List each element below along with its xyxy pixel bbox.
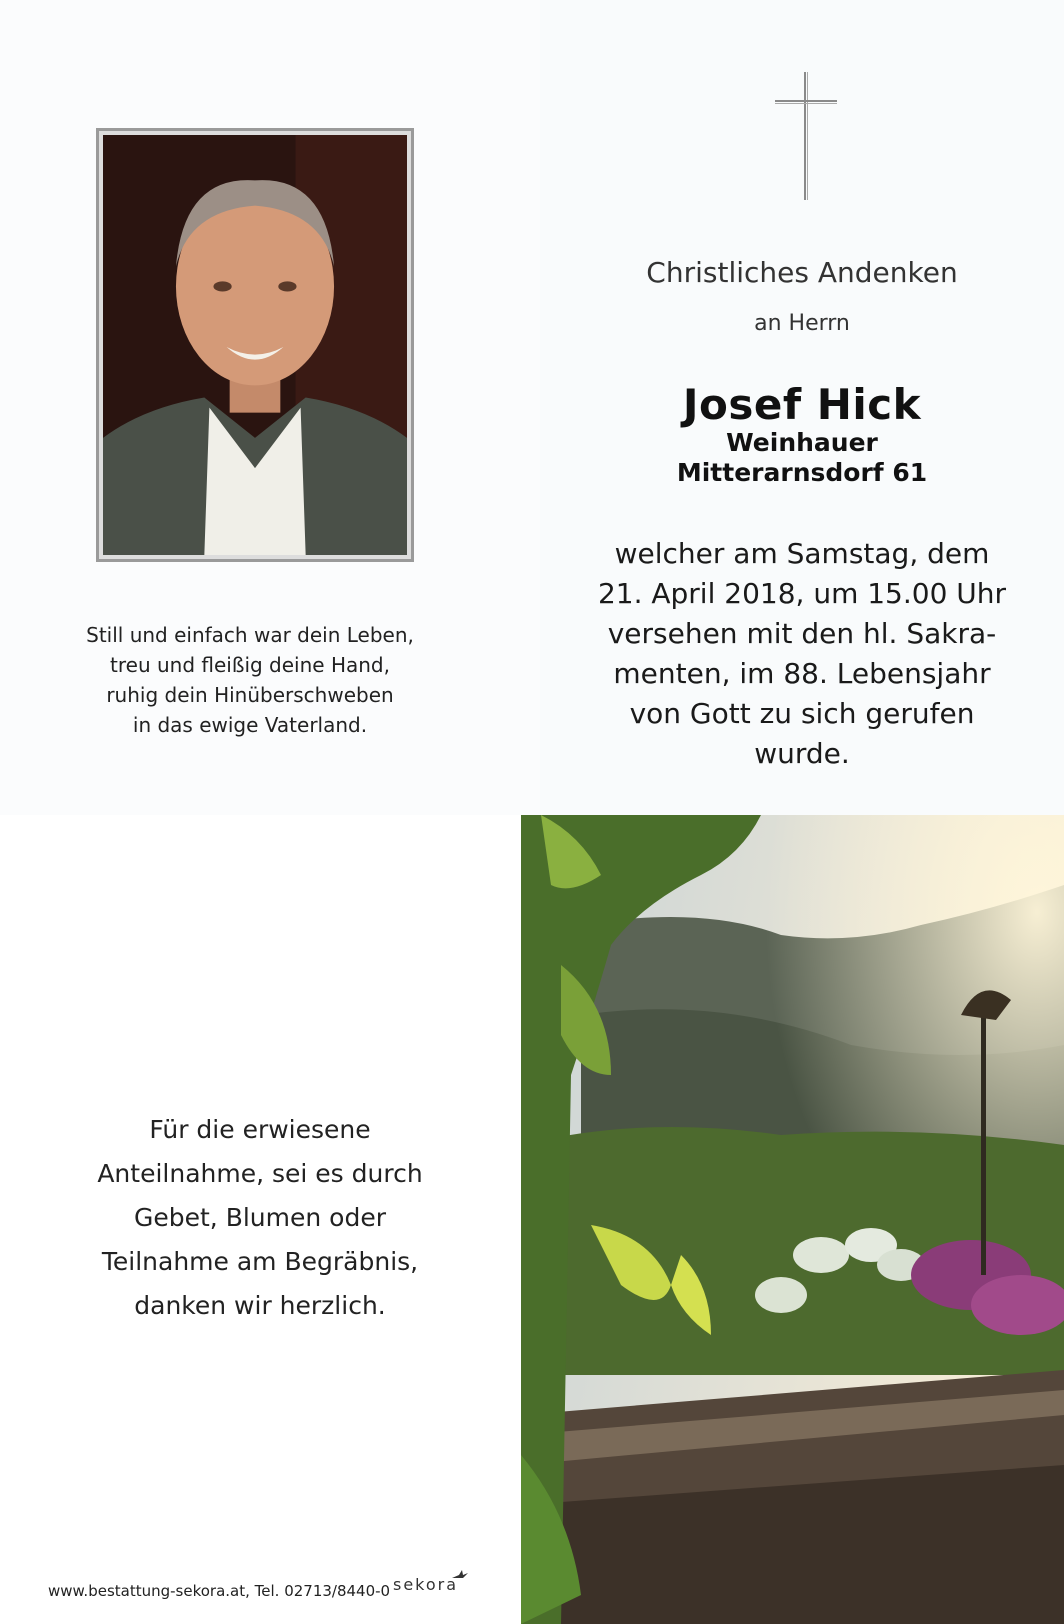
death-line: von Gott zu sich gerufen	[629, 697, 975, 730]
logo-text: sekora	[393, 1575, 459, 1594]
death-line: wurde.	[754, 737, 850, 770]
deceased-occupation: Weinhauer	[726, 428, 878, 457]
verse-line: ruhig dein Hinüberschweben	[106, 683, 394, 707]
memorial-subtitle: an Herrn	[754, 311, 850, 336]
thanks-line: Teilnahme am Begräbnis,	[101, 1247, 419, 1276]
death-line: 21. April 2018, um 15.00 Uhr	[597, 577, 1007, 610]
thanks-line: Anteilnahme, sei es durch	[97, 1159, 423, 1188]
verse-line: Still und einfach war dein Leben,	[86, 623, 414, 647]
death-line: versehen mit den hl. Sakra-	[607, 617, 997, 650]
bird-icon	[452, 1570, 468, 1582]
deceased-address: Mitterarnsdorf 61	[676, 458, 928, 487]
thanks-text	[60, 1108, 460, 1328]
verse-line: in das ewige Vaterland.	[132, 713, 368, 737]
verse-line: treu und fleißig deine Hand,	[110, 653, 390, 677]
landscape-image	[521, 815, 1064, 1624]
death-line: welcher am Samstag, dem	[614, 537, 990, 570]
deceased-name: Josef Hick	[682, 380, 922, 429]
memorial-title: Christliches Andenken	[646, 256, 958, 289]
portrait-photo	[96, 128, 414, 562]
thanks-line: Gebet, Blumen oder	[134, 1203, 386, 1232]
landscape-panel	[521, 815, 1064, 1624]
cross-icon	[775, 72, 837, 200]
portrait-panel	[0, 0, 540, 815]
portrait-image	[103, 135, 407, 555]
verse	[60, 620, 440, 740]
death-line: menten, im 88. Lebensjahr	[613, 657, 991, 690]
thanks-line: danken wir herzlich.	[134, 1291, 386, 1320]
thanks-line: Für die erwiesene	[149, 1115, 371, 1144]
sekora-logo	[393, 1575, 458, 1594]
footer-contact: www.bestattung-sekora.at, Tel. 02713/8440-0	[48, 1582, 391, 1600]
